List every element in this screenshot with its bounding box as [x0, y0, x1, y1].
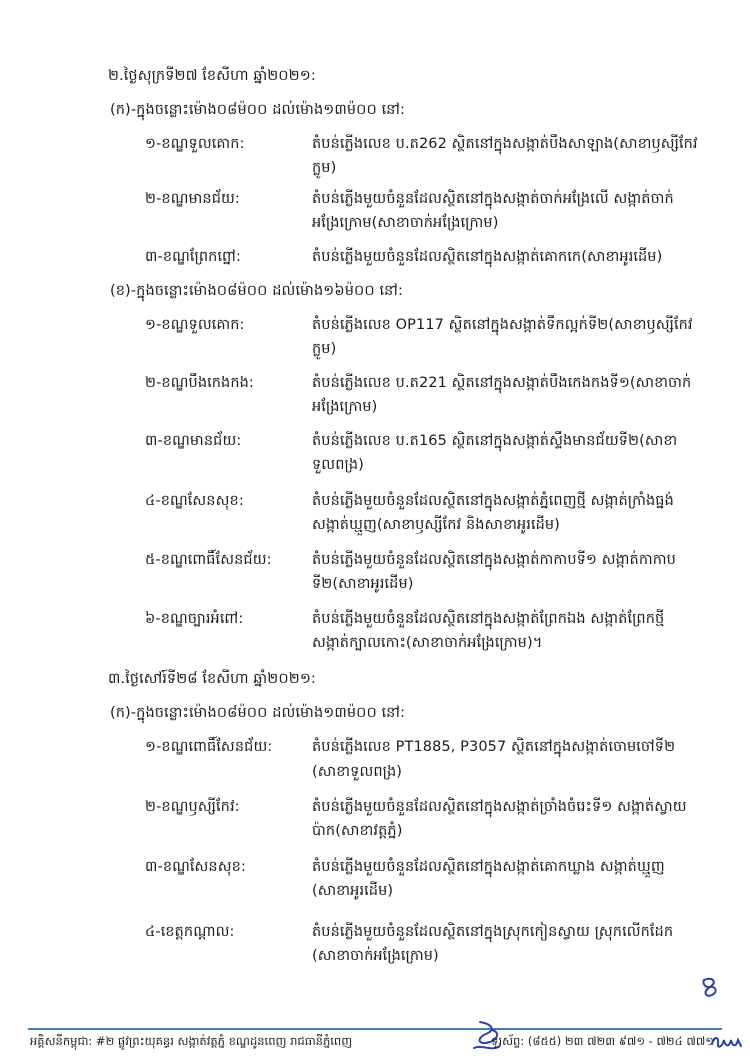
- district-label: ២-ខណ្ឌឫស្សីកែវ:: [145, 799, 240, 815]
- area-description: តំបន់ភ្លើងមួយចំនួនដែលស្ថិតនៅក្នុងសង្កាត់ភ្នំពេញថ្មី សង្កាត់ក្រាំងធ្នង់: [312, 493, 674, 509]
- district-label: ៥-ខណ្ឌពោធិ៍សែនជ័យ:: [145, 552, 272, 568]
- district-label: ១-ខណ្ឌទួលគោក:: [145, 136, 245, 152]
- handwritten-initial-mark: [698, 976, 722, 998]
- district-label: ៤-ខេត្តកណ្ដាល:: [145, 924, 235, 940]
- area-description: តំបន់ភ្លើងមួយចំនួនដែលស្ថិតនៅក្នុងសង្កាត់គោកឃ្លាង សង្កាត់ឃ្មួញ: [312, 859, 665, 875]
- district-label: ៣-ខណ្ឌមានជ័យ:: [145, 433, 242, 449]
- area-description: តំបន់ភ្លើងលេខ ប.ត221 ស្ថិតនៅក្នុងសង្កាត់បឹងកេងកងទី១(សាខាចាក់: [312, 375, 692, 391]
- area-description: សង្កាត់ឃ្មួញ(សាខាឫស្សីកែវ និងសាខាអូរដើម): [312, 517, 560, 533]
- area-description: តំបន់ភ្លើងលេខ ប.ត165 ស្ថិតនៅក្នុងសង្កាត់ស្ទឹងមានជ័យទី២(សាខា: [312, 433, 678, 449]
- area-description: តំបន់ភ្លើងមួយចំនួនដែលស្ថិតនៅក្នុងសង្កាត់ចាក់អង្រែលើ សង្កាត់ចាក់: [312, 191, 674, 207]
- area-description: ក្លូម): [312, 341, 337, 357]
- handwritten-initials: [710, 1032, 744, 1050]
- area-description: អង្រែក្រោម(សាខាចាក់អង្រែក្រោម): [312, 215, 499, 231]
- time-slot-heading: (ក)-ក្នុងចន្លោះម៉ោង០៨ម៉០០ ដល់ម៉ោង១៣ម៉០០ នៅ:: [110, 102, 406, 118]
- area-description: តំបន់ភ្លើងមួយចំនួនដែលស្ថិតនៅក្នុងសង្កាត់ច្រាំងចំរេះទី១ សង្កាត់ស្វាយ: [312, 799, 687, 815]
- area-description: ប៉ាក(សាខាវត្តភ្នំ): [312, 823, 403, 839]
- district-label: ២-ខណ្ឌបឹងកេងកង:: [145, 375, 254, 391]
- district-label: ៣-ខណ្ឌសែនសុខ:: [145, 859, 246, 875]
- district-label: ២-ខណ្ឌមានជ័យ:: [145, 191, 240, 207]
- area-description: តំបន់ភ្លើងមួយចំនួនដែលស្ថិតនៅក្នុងសង្កាត់កាកាបទី១ សង្កាត់កាកាប: [312, 552, 676, 568]
- area-description: ទី២(សាខាអូរដើម): [312, 576, 414, 592]
- area-description: (សាខាទួលពង្រ): [312, 764, 403, 780]
- area-description: (សាខាអូរដើម): [312, 883, 394, 899]
- area-description: ទួលពង្រ): [312, 457, 364, 473]
- area-description: តំបន់ភ្លើងមួយចំនួនដែលស្ថិតនៅក្នុងសង្កាត់គោកកេ(សាខាអូរដើម): [312, 249, 663, 265]
- time-slot-heading: (ក)-ក្នុងចន្លោះម៉ោង០៨ម៉០០ ដល់ម៉ោង១៣ម៉០០ នៅ:: [110, 705, 406, 721]
- area-description: តំបន់ភ្លើងលេខ OP117 ស្ថិតនៅក្នុងសង្កាត់ទឹកល្អក់ទី២(សាខាឫស្សីកែវ: [312, 317, 693, 333]
- district-label: ១-ខណ្ឌពោធិ៍សែនជ័យ:: [145, 739, 273, 755]
- area-description: សង្កាត់ក្បាលកោះ(សាខាចាក់អង្រែក្រោម)។: [312, 635, 543, 651]
- day-heading: ២.ថ្ងៃសុក្រទី២៧ ខែសីហា ឆ្នាំ២០២១:: [108, 68, 316, 84]
- time-slot-heading: (ខ)-ក្នុងចន្លោះម៉ោង០៨ម៉០០ ដល់ម៉ោង១៦ម៉០០ នៅ:: [110, 283, 403, 299]
- area-description: តំបន់ភ្លើងមួយចំនួនដែលស្ថិតនៅក្នុងសង្កាត់ព្រែកឯង សង្កាត់ព្រែកថ្មី: [312, 611, 665, 627]
- district-label: ៤-ខណ្ឌសែនសុខ:: [145, 493, 244, 509]
- area-description: (សាខាចាក់អង្រែក្រោម): [312, 948, 439, 964]
- footer-divider: [28, 1028, 722, 1030]
- area-description: តំបន់ភ្លើងមួយចំនួនដែលស្ថិតនៅក្នុងស្រុកកៀនស្វាយ ស្រុកលើកដែក: [312, 924, 674, 940]
- area-description: ក្លូម): [312, 160, 337, 176]
- district-label: ៦-ខណ្ឌច្បារអំពៅ:: [145, 611, 244, 627]
- district-label: ៣-ខណ្ឌព្រែកព្នៅ:: [145, 249, 241, 265]
- district-label: ១-ខណ្ឌទួលគោក:: [145, 317, 245, 333]
- footer-address: អគ្គិសនីកម្ពុជា: #២ ផ្លូវព្រះយុគន្ធរ សង្កាត់វត្តភ្នំ ខណ្ឌដូនពេញ រាជធានីភ្នំពេញ: [30, 1034, 353, 1048]
- footer-phone: ទូរស័ព្ទ: (៨៥៥) ២៣ ៧២៣ ៩៧១ - ៧២៤ ៧៧១: [491, 1034, 714, 1048]
- area-description: តំបន់ភ្លើងលេខ ប.ត262 ស្ថិតនៅក្នុងសង្កាត់បឹងសាឡាង(សាខាឫស្សីកែវ: [312, 136, 698, 152]
- area-description: តំបន់ភ្លើងលេខ PT1885, P3057 ស្ថិតនៅក្នុងសង្កាត់ចោមចៅទី២: [312, 739, 676, 755]
- area-description: អង្រែក្រោម): [312, 399, 378, 415]
- day-heading: ៣.ថ្ងៃសៅរ៍ទី២៨ ខែសីហា ឆ្នាំ២០២១:: [108, 671, 316, 687]
